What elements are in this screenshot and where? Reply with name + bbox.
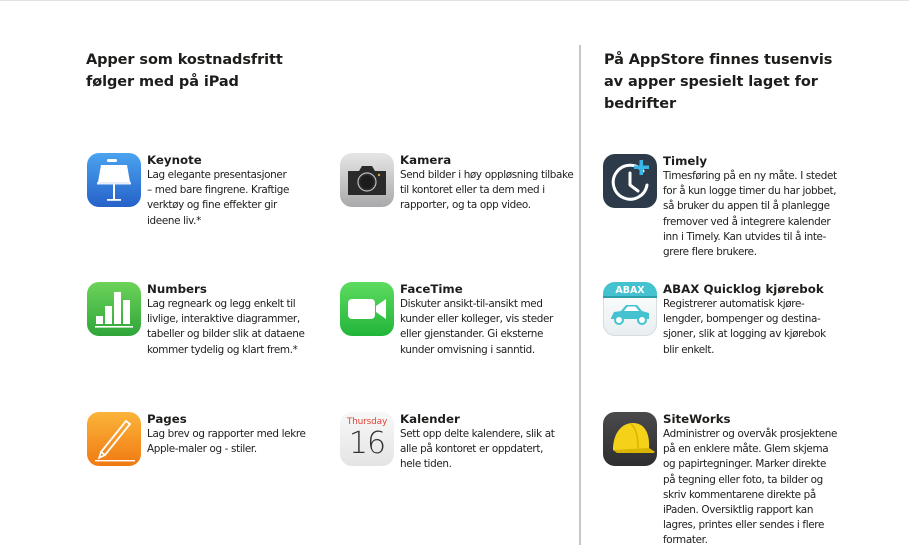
app-name: Kalender [400, 412, 460, 426]
app-description: Administrer og overvåk prosjektene på en enklere måte. Glem skjema og papirtegninger. Marker direkte på tegning eller foto, ta bilder og skriv kommentarene direkte på iPaden. Oversiktlig rapport kan lagres, printes eller sendes i flere formater. [663, 428, 838, 547]
siteworks-icon [603, 412, 657, 466]
heading-line: På AppStore finnes tusenvis [604, 52, 833, 68]
facetime-icon [340, 282, 394, 336]
app-item-kalender [340, 412, 554, 473]
app-item-numbers [87, 282, 305, 358]
svg-text:ABAX: ABAX [615, 285, 645, 296]
app-description: Lag brev og rapporter med lekre Apple-maler og - stiler. [147, 428, 306, 456]
top-border [0, 0, 909, 1]
app-item-facetime [340, 282, 553, 358]
app-name: Pages [147, 412, 187, 426]
app-description: Timesføring på en ny måte. I stedet for å kun logge timer du har jobbet, så bruker du appen til å planlegge fremover ved å integrere kalender inn i Timely. Kan utvides til å inte- grere flere brukere. [663, 170, 837, 259]
keynote-icon [87, 153, 141, 207]
app-description: Sett opp delte kalendere, slik at alle på kontoret er oppdatert, hele tiden. [400, 428, 555, 471]
app-description: Lag regneark og legg enkelt til livlige, interaktive diagrammer, tabeller og bilder slik at dataene kommer tydelig og klart frem.* [147, 298, 305, 356]
pages-icon [87, 412, 141, 466]
app-name: Timely [663, 154, 708, 168]
app-name: Keynote [147, 153, 202, 167]
app-item-siteworks [603, 412, 837, 549]
app-item-kamera [340, 153, 573, 214]
right-section-heading [604, 49, 832, 115]
abax-icon [603, 282, 657, 336]
heading-line: av apper spesielt laget for [604, 74, 818, 90]
heading-line: bedrifter [604, 96, 677, 112]
app-item-pages [87, 412, 306, 466]
app-item-abax [603, 282, 826, 358]
app-name: Kamera [400, 153, 452, 167]
timely-icon [603, 154, 657, 208]
left-section-heading [86, 49, 283, 93]
calendar-date: 16 [348, 426, 386, 461]
app-description: Diskuter ansikt-til-ansikt med kunder eller kolleger, vis steder eller gjenstander. Gi eksterne kunder omvisning i sanntid. [400, 298, 553, 356]
app-name: SiteWorks [663, 412, 731, 426]
app-description: Lag elegante presentasjoner – med bare fingrene. Kraftige verktøy og fine effekter gir ideene liv.* [147, 169, 290, 227]
column-divider [579, 45, 581, 545]
numbers-icon [87, 282, 141, 336]
app-item-keynote [87, 153, 289, 229]
app-description: Registrerer automatisk kjøre- lengder, bompenger og destina- sjoner, slik at logging av kjørebok blir enkelt. [663, 298, 826, 356]
app-name: ABAX Quicklog kjørebok [663, 282, 824, 296]
app-item-timely [603, 154, 837, 260]
app-name: FaceTime [400, 282, 463, 296]
calendar-day: Thursday [346, 417, 388, 427]
camera-icon [340, 153, 394, 207]
app-name: Numbers [147, 282, 207, 296]
app-description: Send bilder i høy oppløsning tilbake til kontoret eller ta dem med i rapporter, og ta opp video. [400, 169, 574, 212]
calendar-icon [340, 412, 394, 466]
heading-line: følger med på iPad [86, 74, 239, 90]
heading-line: Apper som kostnadsfritt [86, 52, 283, 68]
